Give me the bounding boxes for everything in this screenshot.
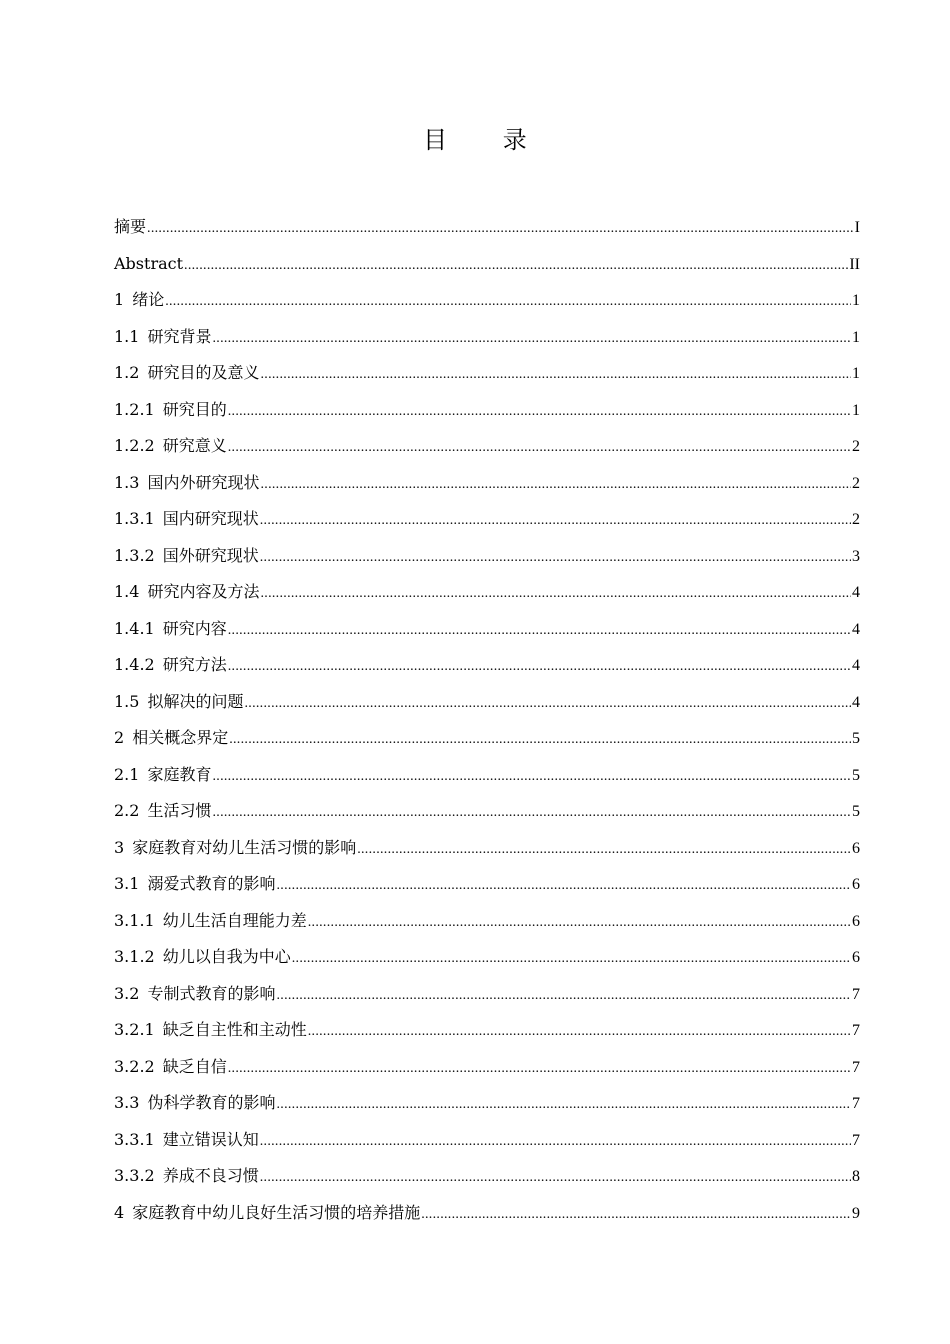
toc-entry-page: 2 bbox=[852, 474, 860, 492]
toc-leader-dots bbox=[308, 905, 851, 942]
toc-entry-number: 1 bbox=[114, 290, 125, 309]
toc-entry-page: II bbox=[849, 255, 860, 273]
toc-entry-page: 1 bbox=[852, 365, 860, 382]
toc-entry-title bbox=[114, 246, 183, 283]
toc-entry-title bbox=[114, 720, 228, 757]
toc-entry-title bbox=[114, 355, 259, 392]
toc-entry-title bbox=[114, 1122, 259, 1159]
toc-leader-dots bbox=[228, 394, 851, 431]
toc-entry-title bbox=[114, 684, 243, 721]
toc-entry-label: 幼儿以自我为中心 bbox=[162, 947, 291, 966]
toc-entry-number: 1.1 bbox=[114, 326, 140, 346]
toc-entry[interactable] bbox=[114, 1158, 860, 1195]
toc-leader-dots bbox=[276, 868, 851, 905]
toc-leader-dots bbox=[357, 832, 851, 869]
toc-entry-title bbox=[114, 903, 307, 940]
toc-entry-title bbox=[114, 501, 259, 538]
toc-entry-label: 建立错误认知 bbox=[162, 1129, 259, 1149]
toc-entry-page: 7 bbox=[852, 1095, 860, 1112]
toc-entry[interactable] bbox=[114, 611, 860, 648]
toc-entry-label: 研究内容 bbox=[162, 618, 227, 638]
toc-entry[interactable] bbox=[114, 830, 860, 867]
toc-entry-label: 专制式教育的影响 bbox=[147, 983, 276, 1003]
toc-entry-title bbox=[114, 1049, 227, 1086]
toc-leader-dots bbox=[421, 1197, 851, 1234]
toc-entry-title bbox=[114, 1195, 420, 1232]
toc-entry-label: 国内外研究现状 bbox=[147, 472, 260, 492]
toc-entry[interactable] bbox=[114, 538, 860, 575]
toc-entry[interactable] bbox=[114, 1049, 860, 1086]
toc-leader-dots bbox=[147, 211, 854, 248]
toc-entry-number: 3.2.1 bbox=[114, 1020, 155, 1039]
toc-entry-number: 3.3.1 bbox=[114, 1129, 155, 1149]
toc-entry-number: 1.2.1 bbox=[114, 399, 155, 419]
toc-entry[interactable] bbox=[114, 793, 860, 830]
toc-entry-number: 2.1 bbox=[114, 764, 140, 784]
toc-entry-page: 9 bbox=[852, 1204, 860, 1222]
toc-entry-number: 3.2.2 bbox=[114, 1056, 155, 1076]
toc-entry-label: 研究方法 bbox=[162, 655, 227, 674]
toc-entry[interactable] bbox=[114, 939, 860, 976]
toc-entry-number: 4 bbox=[114, 1202, 125, 1222]
toc-entry-page: 4 bbox=[852, 620, 860, 638]
toc-entry-title bbox=[114, 1158, 259, 1195]
toc-entry[interactable] bbox=[114, 574, 860, 611]
toc-entry-label: 研究目的 bbox=[162, 399, 227, 419]
toc-entry-page: 7 bbox=[852, 1058, 860, 1076]
toc-entry-number: 1.4.2 bbox=[114, 655, 155, 674]
toc-entry[interactable] bbox=[114, 355, 860, 392]
toc-entry[interactable] bbox=[114, 392, 860, 429]
toc-leader-dots bbox=[260, 540, 851, 577]
toc-entry-label: 绪论 bbox=[132, 290, 165, 309]
toc-leader-dots bbox=[165, 284, 851, 321]
toc-entry-title bbox=[114, 465, 259, 502]
toc-entry-title bbox=[114, 830, 356, 867]
toc-entry-page: 3 bbox=[852, 547, 860, 565]
toc-leader-dots bbox=[228, 1051, 851, 1088]
toc-leader-dots bbox=[244, 686, 851, 723]
toc-leader-dots bbox=[308, 1014, 851, 1051]
toc-entry[interactable] bbox=[114, 647, 860, 684]
table-of-contents bbox=[114, 209, 860, 1231]
toc-entry-page: 7 bbox=[852, 1022, 860, 1039]
toc-entry-page: 4 bbox=[852, 693, 860, 711]
toc-entry[interactable] bbox=[114, 246, 860, 283]
toc-entry[interactable] bbox=[114, 501, 860, 538]
toc-entry-title bbox=[114, 392, 227, 429]
toc-entry-label: 溺爱式教育的影响 bbox=[147, 874, 276, 893]
toc-entry-title bbox=[114, 574, 259, 611]
toc-leader-dots bbox=[260, 503, 851, 540]
toc-entry-label: 研究内容及方法 bbox=[147, 582, 260, 601]
toc-entry-number: 3.2 bbox=[114, 983, 140, 1003]
toc-entry-page: 1 bbox=[852, 401, 860, 419]
toc-entry-page: 5 bbox=[852, 766, 860, 784]
toc-entry-title bbox=[114, 793, 211, 830]
toc-entry-page: 2 bbox=[852, 438, 860, 455]
toc-entry-page: 4 bbox=[852, 584, 860, 601]
toc-entry-title bbox=[114, 538, 259, 575]
toc-entry-page: 1 bbox=[852, 328, 860, 346]
toc-entry[interactable] bbox=[114, 282, 860, 319]
toc-entry-label: 缺乏自主性和主动性 bbox=[162, 1020, 307, 1039]
toc-entry-label: 摘要 bbox=[114, 217, 147, 236]
toc-leader-dots bbox=[228, 649, 851, 686]
toc-entry[interactable] bbox=[114, 1085, 860, 1122]
toc-entry[interactable] bbox=[114, 1122, 860, 1159]
toc-entry-page: 6 bbox=[852, 876, 860, 893]
toc-entry-number: 1.3.1 bbox=[114, 509, 155, 528]
toc-entry-number: 1.2.2 bbox=[114, 436, 155, 455]
toc-entry-page: I bbox=[854, 219, 860, 236]
toc-entry-number: 1.3.2 bbox=[114, 545, 155, 565]
toc-entry-number: 2 bbox=[114, 728, 125, 747]
toc-entry[interactable] bbox=[114, 1195, 860, 1232]
toc-entry[interactable] bbox=[114, 720, 860, 757]
toc-entry-label: 养成不良习惯 bbox=[162, 1166, 259, 1185]
toc-entry-label: 研究目的及意义 bbox=[147, 363, 260, 382]
toc-leader-dots bbox=[228, 430, 851, 467]
toc-leader-dots bbox=[276, 978, 851, 1015]
toc-entry-label: 研究背景 bbox=[147, 326, 212, 346]
toc-entry-number: 3.3.2 bbox=[114, 1166, 155, 1185]
toc-entry-number: 3.1 bbox=[114, 874, 140, 893]
toc-entry-label: 缺乏自信 bbox=[162, 1056, 227, 1076]
toc-entry-page: 5 bbox=[852, 803, 860, 820]
toc-entry-label: 家庭教育对幼儿生活习惯的影响 bbox=[132, 837, 357, 857]
toc-entry-page: 5 bbox=[852, 730, 860, 747]
toc-entry[interactable] bbox=[114, 757, 860, 794]
toc-entry-number: 1.5 bbox=[114, 691, 140, 711]
toc-entry-number: 1.3 bbox=[114, 472, 140, 492]
toc-entry-label: 研究意义 bbox=[162, 436, 227, 455]
toc-entry-label: 家庭教育中幼儿良好生活习惯的培养措施 bbox=[132, 1202, 421, 1222]
toc-leader-dots bbox=[260, 576, 851, 613]
toc-entry[interactable] bbox=[114, 465, 860, 502]
toc-leader-dots bbox=[212, 795, 851, 832]
toc-entry-title bbox=[114, 939, 291, 976]
toc-entry-label: 幼儿生活自理能力差 bbox=[162, 910, 307, 930]
toc-leader-dots bbox=[260, 1124, 851, 1161]
toc-entry-page: 1 bbox=[852, 292, 860, 309]
toc-entry[interactable] bbox=[114, 684, 860, 721]
toc-entry-title bbox=[114, 209, 146, 246]
toc-entry-number: 1.4 bbox=[114, 582, 140, 601]
page-title: 目 录 bbox=[423, 126, 551, 154]
toc-entry[interactable] bbox=[114, 976, 860, 1013]
toc-entry-label: Abstract bbox=[114, 253, 184, 273]
toc-leader-dots bbox=[228, 613, 851, 650]
toc-entry-title bbox=[114, 866, 275, 903]
toc-entry-number: 3.1.2 bbox=[114, 947, 155, 966]
toc-entry-label: 拟解决的问题 bbox=[147, 691, 244, 711]
toc-entry-number: 2.2 bbox=[114, 801, 140, 820]
toc-entry-title bbox=[114, 282, 164, 319]
toc-entry-number: 1.4.1 bbox=[114, 618, 155, 638]
toc-leader-dots bbox=[212, 321, 851, 358]
toc-leader-dots bbox=[260, 357, 851, 394]
toc-entry-number: 3.1.1 bbox=[114, 910, 155, 930]
toc-entry-page: 4 bbox=[852, 657, 860, 674]
toc-leader-dots bbox=[184, 248, 848, 285]
toc-leader-dots bbox=[260, 467, 851, 504]
toc-leader-dots bbox=[276, 1087, 851, 1124]
toc-entry-title bbox=[114, 1012, 307, 1049]
toc-entry-number: 1.2 bbox=[114, 363, 140, 382]
toc-entry-page: 2 bbox=[852, 511, 860, 528]
toc-entry-label: 相关概念界定 bbox=[132, 728, 229, 747]
toc-entry-title bbox=[114, 428, 227, 465]
toc-leader-dots bbox=[212, 759, 851, 796]
toc-entry[interactable] bbox=[114, 1012, 860, 1049]
toc-entry[interactable] bbox=[114, 903, 860, 940]
toc-entry[interactable] bbox=[114, 428, 860, 465]
toc-entry-page: 8 bbox=[852, 1168, 860, 1185]
toc-entry-page: 6 bbox=[852, 839, 860, 857]
toc-entry-title bbox=[114, 611, 227, 648]
toc-leader-dots bbox=[229, 722, 851, 759]
toc-entry-number: 3.3 bbox=[114, 1093, 140, 1112]
toc-entry-label: 生活习惯 bbox=[147, 801, 212, 820]
toc-entry-label: 家庭教育 bbox=[147, 764, 212, 784]
toc-entry-number: 3 bbox=[114, 837, 125, 857]
toc-leader-dots bbox=[260, 1160, 851, 1197]
toc-entry-title bbox=[114, 647, 227, 684]
toc-entry[interactable] bbox=[114, 209, 860, 246]
toc-entry-title bbox=[114, 976, 275, 1013]
toc-entry-page: 7 bbox=[852, 1131, 860, 1149]
toc-entry-page: 6 bbox=[852, 912, 860, 930]
toc-leader-dots bbox=[292, 941, 851, 978]
toc-entry-title bbox=[114, 319, 211, 356]
toc-entry-label: 伪科学教育的影响 bbox=[147, 1093, 276, 1112]
toc-entry-title bbox=[114, 1085, 275, 1122]
toc-entry-title bbox=[114, 757, 211, 794]
toc-entry-label: 国外研究现状 bbox=[162, 545, 259, 565]
toc-entry[interactable] bbox=[114, 866, 860, 903]
toc-entry-label: 国内研究现状 bbox=[162, 509, 259, 528]
toc-entry[interactable] bbox=[114, 319, 860, 356]
toc-entry-page: 6 bbox=[852, 949, 860, 966]
toc-entry-page: 7 bbox=[852, 985, 860, 1003]
